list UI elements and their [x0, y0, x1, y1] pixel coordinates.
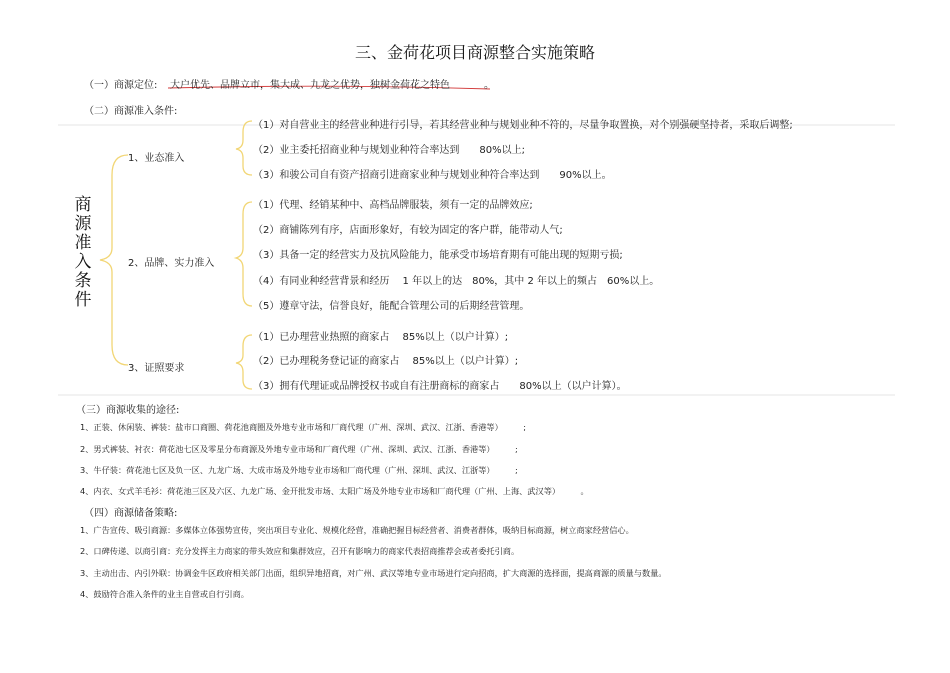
category-3-item: （1）已办理营业热照的商家占 85%以上（以户计算）;: [253, 332, 509, 343]
strategy-item: 1、广告宣传、吸引商源：多媒体立体强势宣传，突出项目专业化、规模化经营，准确把握目标经营者、消费者群体，吸纳目标商源，树立商家经营信心。: [80, 525, 634, 535]
section3-label: （三）商源收集的途径:: [76, 405, 180, 416]
channel-item: 4、内衣、女式羊毛衫：荷花池三区及六区、九龙广场、金开批发市场、太阳广场及外地专业市场和厂商代理（广州、上海、武汉等） 。: [80, 486, 589, 496]
category-2-item: （4）有同业种经营背景和经历 1 年以上的达 80%，其中 2 年以上的频占 60%以上。: [253, 276, 660, 287]
section1-label: （一）商源定位:: [84, 80, 158, 91]
strategy-item: 2、口碑传递、以商引商：充分发挥主力商家的带头效应和集群效应，召开有影响力的商家代表招商推荐会或者委托引商。: [80, 546, 520, 556]
vertical-char: 准: [74, 233, 92, 253]
main-brace: [100, 155, 128, 365]
section4-label: （四）商源储备策略:: [84, 508, 178, 519]
strategy-item: 3、主动出击、内引外联：协调金牛区政府相关部门出面，组织异地招商，对广州、武汉等地专业市场进行定向招商，扩大商源的选择面，提高商源的质量与数量。: [80, 568, 667, 578]
category-1-item: （2）业主委托招商业种与规划业种符合率达到 80%以上;: [253, 145, 525, 156]
category-3-item: （3）拥有代理证或品牌授权书或自有注册商标的商家占 80%以上（以户计算）。: [253, 381, 627, 392]
brace-category-3: [236, 335, 252, 389]
positioning-end: 。: [484, 80, 494, 91]
channel-item: 1、正装、休闲装、裤装：盐市口商圈、荷花池商圈及外地专业市场和厂商代理（广州、深圳、武汉、江浙、香港等） ;: [80, 422, 526, 432]
category-2-item: （2）商铺陈列有序，店面形象好，有较为固定的客户群，能带动人气;: [253, 225, 563, 236]
vertical-char: 商: [74, 195, 92, 215]
channel-item: 2、男式裤装、衬衣：荷花池七区及零星分布商源及外地专业市场和厂商代理（广州、深圳、武汉、江浙、香港等） ;: [80, 444, 518, 454]
category-2-name: 2、品牌、实力准入: [128, 258, 215, 269]
section2-label: （二）商源准入条件:: [84, 106, 178, 117]
category-1-item: （3）和骏公司自有资产招商引进商家业种与规划业种符合率达到 90%以上。: [253, 170, 612, 181]
category-2-item: （5）遵章守法，信誉良好，能配合管理公司的后期经营管理。: [253, 301, 530, 312]
category-3-item: （2）已办理税务登记证的商家占 85%以上（以户计算）;: [253, 356, 519, 367]
category-1-name: 1、业态准入: [128, 153, 185, 164]
vertical-title: [73, 196, 93, 310]
category-3-name: 3、证照要求: [128, 363, 185, 374]
vertical-char: 件: [74, 290, 92, 310]
vertical-char: 条: [74, 271, 92, 291]
category-2-item: （1）代理、经销某种中、高档品牌服装，须有一定的品牌效应;: [253, 200, 533, 211]
positioning-text: 大户优先、品牌立市，集大成、九龙之优势，独树金荷花之特色: [170, 80, 450, 91]
brace-category-2: [236, 202, 252, 306]
channel-item: 3、牛仔装：荷花池七区及负一区、九龙广场、大成市场及外地专业市场和厂商代理（广州、深圳、武汉、江浙等） ;: [80, 465, 518, 475]
category-1-item: （1）对自营业主的经营业种进行引导，若其经营业种与规划业种不符的，尽量争取置换，对个别强硬坚持者，采取后调整;: [253, 120, 793, 131]
page-title: 三、金荷花项目商源整合实施策略: [354, 43, 595, 62]
category-2-item: （3）具备一定的经营实力及抗风险能力，能承受市场培育期有可能出现的短期亏损;: [253, 250, 623, 261]
brace-category-1: [236, 121, 252, 175]
strategy-item: 4、鼓励符合准入条件的业主自营或自行引商。: [80, 589, 249, 599]
vertical-char: 入: [74, 252, 92, 272]
vertical-char: 源: [74, 214, 92, 234]
